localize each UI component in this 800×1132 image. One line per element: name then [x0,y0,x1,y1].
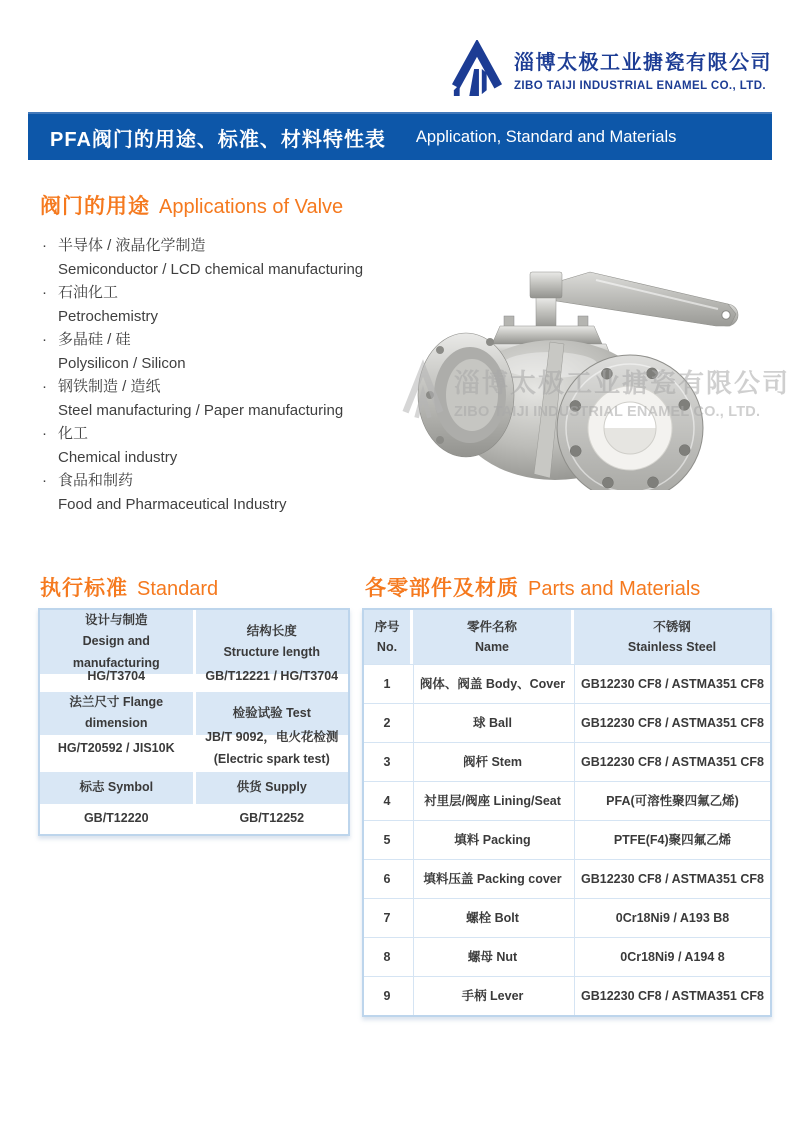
application-en: Chemical industry [58,448,178,466]
part-material: GB12230 CF8 / ASTMA351 CF8 [574,704,770,742]
standard-cell: 检验试验 Test [196,692,349,735]
part-material: 0Cr18Ni9 / A194 8 [574,938,770,976]
table-row [40,692,348,731]
table-row [364,742,770,781]
part-no: 6 [383,872,391,886]
standard-cell: HG/T20592 / JIS10K [57,740,175,755]
list-item [42,328,412,375]
applications-heading-en: Applications of Valve [159,196,344,218]
part-no: 1 [383,677,391,691]
application-en: Semiconductor / LCD chemical manufacturing [58,260,364,278]
standard-cell: 结构长度 Structure length [196,610,349,674]
table-row [40,662,348,692]
standard-table [38,608,350,836]
part-no: 9 [383,989,391,1003]
column-header-material: 不锈钢 Stainless Steel [574,610,770,664]
standard-cell: 设计与制造 Design and manufacturing [40,610,193,674]
bullet-icon: · [42,378,47,395]
page-title-cn: PFA阀门的用途、标准、材料特性表 [50,128,386,151]
applications-heading [40,190,343,220]
company-logo [450,40,772,98]
parts-heading [365,572,700,602]
part-name: 球 Ball [413,704,571,742]
application-en: Steel manufacturing / Paper manufacturing [58,401,344,419]
ball-valve-photo [400,230,790,490]
watermark-logo-icon [400,358,446,424]
part-name: 手柄 Lever [413,977,571,1015]
table-row [40,772,348,804]
table-row [364,703,770,742]
applications-list [42,234,412,516]
bullet-icon: · [42,237,47,254]
list-item [42,469,412,516]
application-cn: 钢铁制造 / 造纸 [58,378,161,395]
part-no: 8 [383,950,391,964]
watermark-en: ZIBO TAIJI INDUSTRIAL ENAMEL CO., LTD. [453,403,761,420]
part-no: 2 [383,716,391,730]
list-item [42,422,412,469]
table-row [364,664,770,703]
table-row [40,610,348,670]
company-name-block [514,46,772,92]
standard-heading-cn: 执行标准 [40,577,128,600]
part-no: 5 [383,833,391,847]
applications-heading-cn: 阀门的用途 [40,195,150,218]
application-en: Food and Pharmaceutical Industry [58,495,287,513]
table-row [364,859,770,898]
watermark [400,358,790,424]
part-material: GB12230 CF8 / ASTMA351 CF8 [574,860,770,898]
table-row [40,725,348,772]
page-title-banner [28,112,772,160]
parts-heading-cn: 各零部件及材质 [365,577,519,600]
part-material: 0Cr18Ni9 / A193 B8 [574,899,770,937]
application-cn: 石油化工 [58,284,119,301]
watermark-cn: 淄博太极工业搪瓷有限公司 [453,367,790,398]
standard-cell: GB/T12220 [83,811,149,826]
list-item [42,234,412,281]
bullet-icon: · [42,284,47,301]
part-no: 3 [383,755,391,769]
part-material: PTFE(F4)聚四氟乙烯 [574,821,770,859]
table-row [364,898,770,937]
application-en: Polysilicon / Silicon [58,354,186,372]
part-name: 填料压盖 Packing cover [413,860,571,898]
list-item [42,281,412,328]
bullet-icon: · [42,331,47,348]
application-cn: 食品和制药 [58,472,134,489]
application-cn: 化工 [58,425,89,442]
part-name: 阀杆 Stem [413,743,571,781]
company-logo-icon [450,40,504,98]
column-header-no: 序号 No. [364,610,410,664]
standard-cell: GB/T12252 [239,811,305,826]
standard-cell: 供货 Supply [196,772,349,804]
parts-heading-en: Parts and Materials [528,578,701,600]
standard-cell: 法兰尺寸 Flange dimension [40,692,193,735]
standard-cell: HG/T3704 [87,669,146,684]
part-no: 4 [383,794,391,808]
standard-cell: GB/T12221 / HG/T3704 [205,669,339,684]
part-material: GB12230 CF8 / ASTMA351 CF8 [574,977,770,1015]
part-name: 填料 Packing [413,821,571,859]
bullet-icon: · [42,472,47,489]
part-material: GB12230 CF8 / ASTMA351 CF8 [574,743,770,781]
list-item [42,375,412,422]
table-row [40,804,348,834]
part-name: 衬里层/阀座 Lining/Seat [413,782,571,820]
application-cn: 半导体 / 液晶化学制造 [58,237,206,254]
part-name: 阀体、阀盖 Body、Cover [413,665,571,703]
part-no: 7 [383,911,391,925]
standard-cell: 标志 Symbol [40,772,193,804]
part-material: GB12230 CF8 / ASTMA351 CF8 [574,665,770,703]
parts-table [362,608,772,1017]
table-row [364,937,770,976]
table-row [364,820,770,859]
column-header-name: 零件名称 Name [413,610,571,664]
table-header-row [364,610,770,664]
standard-heading-en: Standard [137,578,219,600]
standard-cell: JB/T 9092，电火花检测 (Electric spark test) [205,730,339,766]
application-cn: 多晶硅 / 硅 [58,331,131,348]
part-name: 螺栓 Bolt [413,899,571,937]
standard-heading [40,572,218,602]
application-en: Petrochemistry [58,307,159,325]
part-name: 螺母 Nut [413,938,571,976]
company-name-en: ZIBO TAIJI INDUSTRIAL ENAMEL CO., LTD. [514,80,767,92]
bullet-icon: · [42,425,47,442]
table-row [364,976,770,1015]
page-title-en: Application, Standard and Materials [415,127,677,146]
part-material: PFA(可溶性聚四氟乙烯) [574,782,770,820]
table-row [364,781,770,820]
company-name-cn: 淄博太极工业搪瓷有限公司 [514,52,772,74]
